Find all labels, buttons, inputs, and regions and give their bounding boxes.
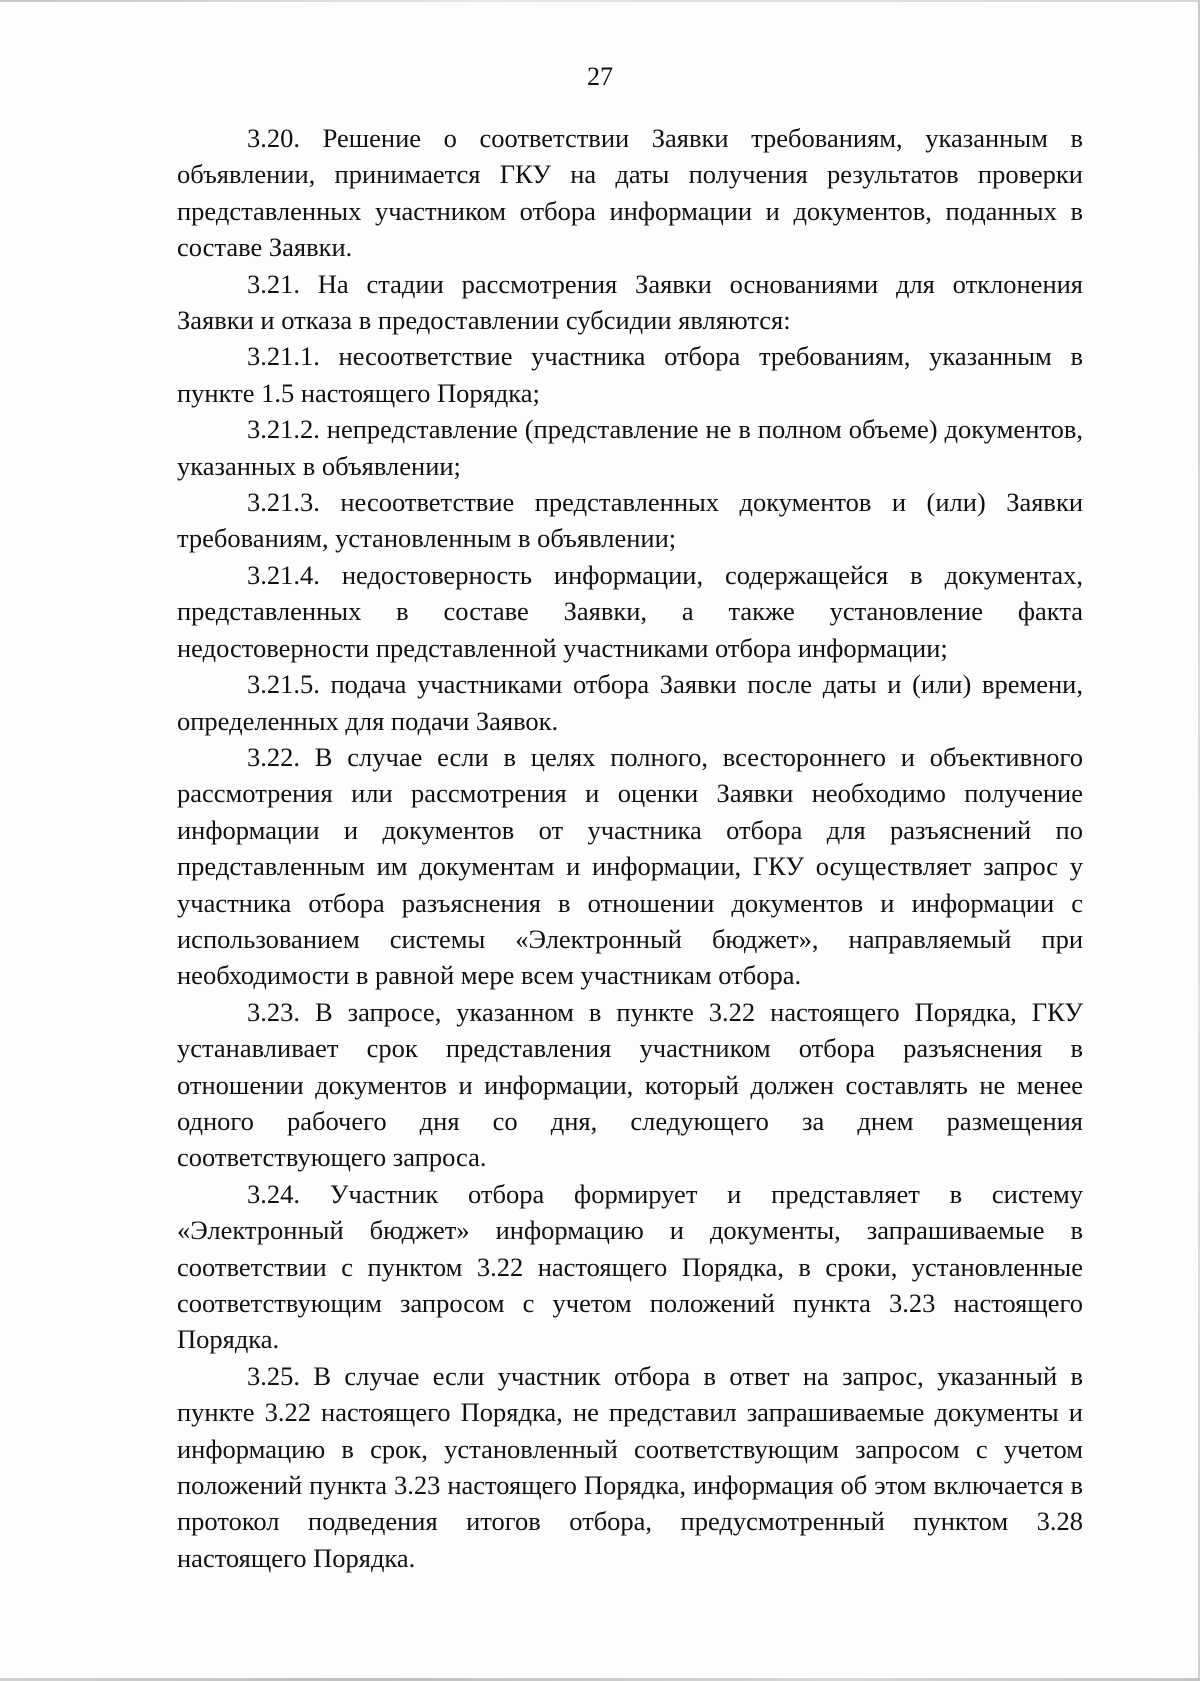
paragraph-3-22: 3.22. В случае если в целях полного, всестороннего и объективного рассмотрения или рассмотрения и оценки Заявки необходимо получение информации и документов от участника отбора для разъяснений по представленным им документам и информации, ГКУ осуществляет запрос у участника отбора разъяснения в отношении документов и информации с использованием системы «Электронный бюджет», направляемый при необходимости в равной мере всем участникам отбора. [177,741,1083,991]
paragraph-3-23: 3.23. В запросе, указанном в пункте 3.22 настоящего Порядка, ГКУ устанавливает срок представления участником отбора разъяснения в отношении документов и информации, который должен составлять не менее одного рабочего дня со дня, следующего за днем размещения соответствующего запроса. [177,996,1083,1173]
paragraph-3-24: 3.24. Участник отбора формирует и представляет в систему «Электронный бюджет» информацию и документы, запрашиваемые в соответствии с пунктом 3.22 настоящего Порядка, в сроки, установленные соответствующим запросом с учетом положений пункта 3.23 настоящего Порядка. [177,1178,1083,1355]
paragraph-3-21-3: 3.21.3. несоответствие представленных документов и (или) Заявки требованиям, установленным в объявлении; [177,487,1083,554]
page-number: 27 [587,62,613,91]
paragraph-3-21-5: 3.21.5. подача участниками отбора Заявки после даты и (или) времени, определенных для подачи Заявок. [177,669,1083,736]
scan-edge-top [0,0,1200,2]
paragraph-3-21-4: 3.21.4. недостоверность информации, содержащейся в документах, представленных в составе Заявки, а также установление факта недостоверности представленной участниками отбора информации; [177,559,1083,663]
paragraph-3-20: 3.20. Решение о соответствии Заявки требованиям, указанным в объявлении, принимается ГКУ на даты получения результатов проверки представленных участником отбора информации и документов, поданных в составе Заявки. [177,123,1083,263]
paragraph-3-21-1: 3.21.1. несоответствие участника отбора требованиям, указанным в пункте 1.5 настоящего Порядка; [177,341,1083,408]
document-body [177,120,1083,1576]
paragraph-3-25: 3.25. В случае если участник отбора в ответ на запрос, указанный в пункте 3.22 настоящего Порядка, не представил запрашиваемые документы и информацию в срок, установленный соответствующим запросом с учетом положений пункта 3.23 настоящего Порядка, информация об этом включается в протокол подведения итогов отбора, предусмотренный пунктом 3.28 настоящего Порядка. [177,1360,1083,1573]
paragraph-3-21: 3.21. На стадии рассмотрения Заявки основаниями для отклонения Заявки и отказа в предоставлении субсидии являются: [177,268,1083,336]
paragraph-3-21-2: 3.21.2. непредставление (представление не в полном объеме) документов, указанных в объявлении; [177,414,1083,481]
